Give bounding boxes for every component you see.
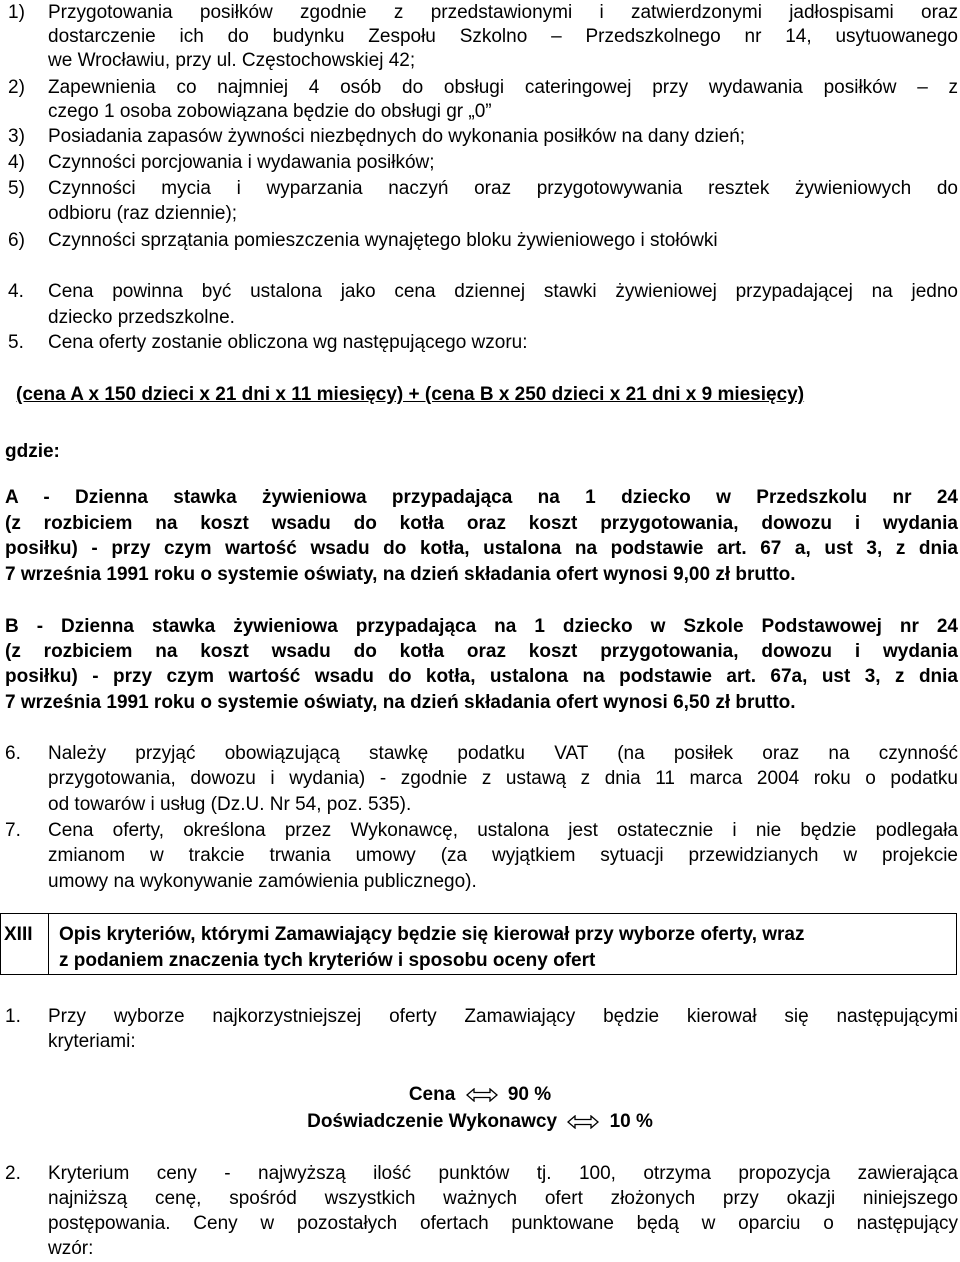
text-line: wzór: xyxy=(48,1238,94,1259)
text-line: postępowania. Ceny w pozostałych ofertach punktowane będą w oparciu o następujący xyxy=(48,1213,958,1234)
text-line: zmianom w trakcie trwania umowy (za wyjątkiem sytuacji przewidzianych w projekcie xyxy=(48,845,958,866)
text-line: Kryterium ceny - najwyższą ilość punktów tj. 100, otrzyma propozycja zawierająca xyxy=(48,1163,958,1184)
text-line: kryteriami: xyxy=(48,1031,136,1052)
criterion-name: Cena xyxy=(408,1084,456,1105)
section-number: XIII xyxy=(4,924,33,945)
list-number: 6) xyxy=(8,230,25,251)
text-line: A - Dzienna stawka żywieniowa przypadająca na 1 dziecko w Przedszkolu nr 24 xyxy=(5,487,958,508)
double-arrow-icon xyxy=(566,1115,600,1129)
list-number: 1) xyxy=(8,2,25,23)
section-heading-box xyxy=(0,913,957,975)
list-number: 3) xyxy=(8,126,25,147)
paragraph-number: 2. xyxy=(5,1163,21,1184)
text-line: od towarów i usług (Dz.U. Nr 54, poz. 535). xyxy=(48,794,412,815)
text-line: Czynności porcjowania i wydawania posiłków; xyxy=(48,152,435,173)
criterion-price xyxy=(0,1082,960,1108)
text-line: Czynności mycia i wyparzania naczyń oraz przygotowywania resztek żywieniowych do xyxy=(48,178,958,199)
criterion-name: Doświadczenie Wykonawcy xyxy=(307,1111,558,1132)
text-line: odbioru (raz dziennie); xyxy=(48,203,238,224)
criterion-weight: 90 % xyxy=(507,1084,552,1105)
text-line: dziecko przedszkolne. xyxy=(48,307,235,328)
text-line: Cena oferty zostanie obliczona wg następującego wzoru: xyxy=(48,332,528,353)
text-line: posiłku) - przy czym wartość wsadu do kotła, ustalona na podstawie art. 67a, ust 3, z dnia xyxy=(5,666,958,687)
text-line: Przy wyborze najkorzystniejszej oferty Zamawiający będzie kierował się następującymi xyxy=(48,1006,958,1027)
divider xyxy=(48,914,49,974)
text-line: Czynności sprzątania pomieszczenia wynajętego bloku żywieniowego i stołówki xyxy=(48,230,718,251)
text-line: Przygotowania posiłków zgodnie z przedstawionymi i zatwierdzonymi jadłospisami oraz xyxy=(48,2,958,23)
paragraph-number: 5. xyxy=(8,332,24,353)
section-title-line: Opis kryteriów, którymi Zamawiający będzie się kierował przy wyborze oferty, wraz xyxy=(59,924,805,945)
list-number: 4) xyxy=(8,152,25,173)
text-line: (z rozbiciem na koszt wsadu do kotła oraz koszt przygotowania, dowozu i wydania xyxy=(5,513,958,534)
text-line: Zapewnienia co najmniej 4 osób do obsługi cateringowej przy wydawania posiłków – z xyxy=(48,77,958,98)
price-formula: (cena A x 150 dzieci x 21 dni x 11 miesięcy) + (cena B x 250 dzieci x 21 dni x 9 miesięcy) xyxy=(16,384,805,405)
text-line: przygotowania, dowozu i wydania) - zgodnie z ustawą z dnia 11 marca 2004 roku o podatku xyxy=(48,768,958,789)
text-line: 7 września 1991 roku o systemie oświaty, na dzień składania ofert wynosi 6,50 zł brutto. xyxy=(5,692,796,713)
list-number: 5) xyxy=(8,178,25,199)
paragraph-number: 1. xyxy=(5,1006,21,1027)
gdzie-label: gdzie: xyxy=(5,441,60,462)
text-line: 7 września 1991 roku o systemie oświaty, na dzień składania ofert wynosi 9,00 zł brutto. xyxy=(5,564,796,585)
text-line: najniższą cenę, spośród wszystkich ważnych ofert złożonych przy okazji niniejszego xyxy=(48,1188,958,1209)
paragraph-number: 7. xyxy=(5,820,21,841)
paragraph-number: 6. xyxy=(5,743,21,764)
text-line: B - Dzienna stawka żywieniowa przypadająca na 1 dziecko w Szkole Podstawowej nr 24 xyxy=(5,616,958,637)
text-line: (z rozbiciem na koszt wsadu do kotła oraz koszt przygotowania, dowozu i wydania xyxy=(5,641,958,662)
paragraph-number: 4. xyxy=(8,281,24,302)
text-line: Cena oferty, określona przez Wykonawcę, ustalona jest ostatecznie i nie będzie podlegała xyxy=(48,820,958,841)
double-arrow-icon xyxy=(465,1088,499,1102)
text-line: dostarczenie ich do budynku Zespołu Szkolno – Przedszkolnego nr 14, usytuowanego xyxy=(48,26,958,47)
text-line: czego 1 osoba zobowiązana będzie do obsługi gr „0” xyxy=(48,101,492,122)
criterion-weight: 10 % xyxy=(609,1111,653,1132)
text-line: Posiadania zapasów żywności niezbędnych do wykonania posiłków na dany dzień; xyxy=(48,126,746,147)
list-number: 2) xyxy=(8,77,25,98)
text-line: umowy na wykonywanie zamówienia publicznego). xyxy=(48,871,477,892)
criterion-experience xyxy=(0,1109,960,1135)
text-line: Cena powinna być ustalona jako cena dziennej stawki żywieniowej przypadającej na jedno xyxy=(48,281,958,302)
text-line: Należy przyjąć obowiązującą stawkę podatku VAT (na posiłek oraz na czynność xyxy=(48,743,958,764)
text-line: posiłku) - przy czym wartość wsadu do kotła, ustalona na podstawie art. 67 a, ust 3, z dnia xyxy=(5,538,958,559)
section-title-line: z podaniem znaczenia tych kryteriów i sposobu oceny ofert xyxy=(59,950,596,971)
text-line: we Wrocławiu, przy ul. Częstochowskiej 42; xyxy=(48,50,416,71)
